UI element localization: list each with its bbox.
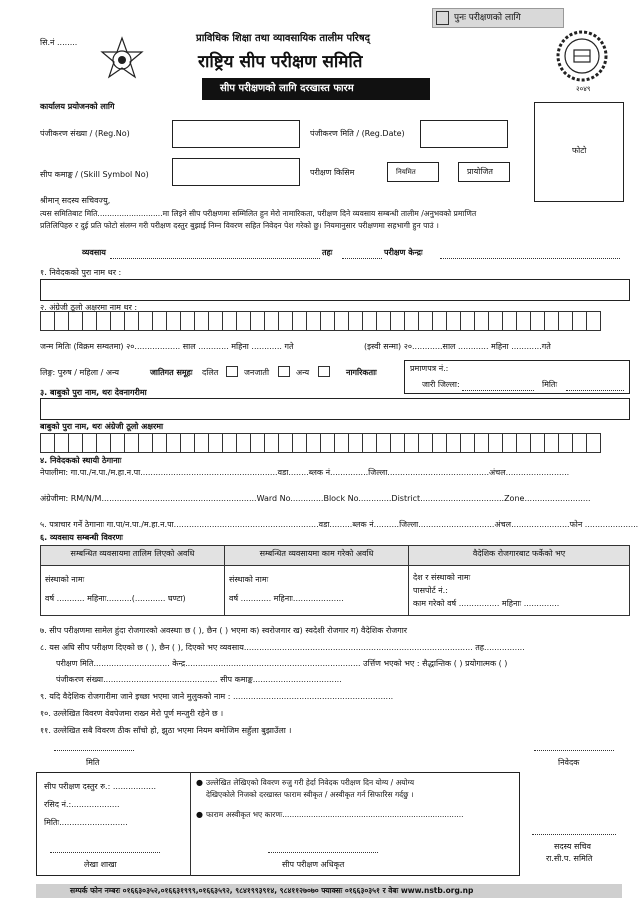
dalit-label: दलित <box>202 368 219 377</box>
foreign-country-label: देश र संस्थाको नामः <box>413 573 471 582</box>
regular-label: नियमित <box>396 168 416 176</box>
training-cell[interactable] <box>41 566 225 616</box>
table-header: सम्बन्धित व्यवसायमा काम गरेको अवधि <box>225 546 409 566</box>
issue-district-line[interactable] <box>462 390 534 391</box>
bullet-icon: ● <box>196 778 203 787</box>
occupation-details-label: ६. व्यवसाय सम्बन्धी विवरणः <box>40 533 123 542</box>
experience-cell[interactable] <box>225 566 409 616</box>
receipt-no: रसिद नं.:................... <box>44 800 120 809</box>
correspondence-address: ५. पत्राचार गर्ने ठेगानाः गा.पा/न.पा./म.हा.न.पा.........................................................वडा.........ब्लक नं..........जिल्ला..............................अंचल.......................फोन ..................... <box>40 520 639 529</box>
applicant-name-field[interactable] <box>40 279 630 301</box>
photo-label: फोटो <box>572 146 587 155</box>
applicant-name-label: १. निवेदकको पुरा नाम थर : <box>40 268 122 277</box>
foreign-destination: ९. यदि वैदेशिक रोजगारीमा जाने इच्छा भएमा जाने मुलुकको नाम : ............................................................... <box>40 692 394 701</box>
other-group-checkbox[interactable] <box>318 366 330 377</box>
skill-symbol-label: सीप कमाङ्क / (Skill Symbol No) <box>40 170 149 179</box>
recommend-line-2: देखिएकोले निजको दरखास्त फाराम स्वीकृत / अस्वीकृत गर्न सिफारिस गर्दछु । <box>206 790 414 799</box>
training-duration: वर्ष ........... महिनाः..........(............ घण्टा) <box>45 594 186 603</box>
council-name: प्राविधिक शिक्षा तथा व्यावसायिक तालीम परिषद् <box>196 33 370 44</box>
level-line[interactable] <box>342 258 382 259</box>
seal-year: २०४९ <box>576 85 591 93</box>
occupation-label: व्यवसाय <box>82 248 106 257</box>
ethnic-group-label: जातिगत समूहः <box>150 368 193 377</box>
father-name-en-label: बाबुको पुरा नाम, थरः अंग्रेजी ठूलो अक्षरमा <box>40 422 164 431</box>
father-name-field[interactable] <box>40 398 630 420</box>
intro-line-1: त्यस समितिबाट मिति...........................मा लिइने सीप परीक्षणमा सम्मिलित हुन मेरो नामारिकता, परीक्षण दिने व्यवसाय सम्बन्धी तालीम /अनुभवको प्रमाणित <box>40 209 477 218</box>
office-use-label: कार्यालय प्रयोजनको लागि <box>40 102 115 111</box>
serial-number: सि.नं ........ <box>40 38 78 47</box>
secretary-sign-line[interactable] <box>532 834 616 835</box>
foreign-duration: काम गरेको वर्ष ................ महिनाः .............. <box>413 599 560 608</box>
janajati-label: जनजाती <box>244 368 270 377</box>
committee-title: राष्ट्रिय सीप परीक्षण समिति <box>198 52 363 72</box>
reg-date-field[interactable] <box>420 120 508 148</box>
officer-sign-line[interactable] <box>268 852 378 853</box>
form-title: सीप परीक्षणको लागि दरखास्त फारम <box>220 83 354 94</box>
training-org-label: संस्थाको नामः <box>45 575 85 584</box>
nepal-emblem-icon <box>98 36 146 84</box>
reg-no-field[interactable] <box>172 120 300 148</box>
webpage-consent: १०. उल्लेखित विवरण वेवपेजमा राख्न मेरो पूर्ण मन्जुरी रहेने छ । <box>40 709 224 718</box>
recommend-line-1: उल्लेखित लेखिएको विवरण रुजु गरी हेर्दा निवेदक परीक्षण दिन योग्य / अयोग्य <box>206 778 415 787</box>
previous-test-details: परीक्षण मिति.............................. केन्द्र..................................................................... उर्त्तिण भएको भए : सैद्धान्तिक ( ) प्रयोगात्मक ( ) <box>56 659 508 668</box>
reapply-label: पुनः परीक्षणको लागि <box>454 13 521 23</box>
salutation: श्रीमान् सदस्य सचिवज्यु, <box>40 196 111 205</box>
secretary-label: सदस्य सचिव <box>554 842 591 851</box>
table-header: सम्बन्धित व्यवसायमा तालिम लिएको अवधि <box>41 546 225 566</box>
experience-org-label: संस्थाको नामः <box>229 575 269 584</box>
reg-no-label: पंजीकरण संख्या / (Reg.No) <box>40 129 130 138</box>
permanent-address-label: ४. निवेदकको स्थायी ठेगानाः <box>40 456 122 465</box>
fee-date: मितिः........................... <box>44 818 128 827</box>
foreign-employment-cell[interactable] <box>409 566 630 616</box>
previous-registration: पंजीकरण संख्या............................................. सीप कमाङ्क................................... <box>56 675 342 684</box>
gender-label: लिङ्ग: पुरुष / महिला / अन्य <box>40 368 120 377</box>
reapply-checkbox[interactable] <box>436 11 449 25</box>
nstb-seal-icon <box>556 30 608 82</box>
test-center-line[interactable] <box>440 258 620 259</box>
applicant-sign-line[interactable] <box>534 750 614 751</box>
nstb-label: रा.सी.प. समिति <box>546 854 593 863</box>
passport-label: पासपोर्ट नं.: <box>413 586 448 595</box>
address-english: अंग्रेजीमा: RM/N/M.............................................................Ward No.............Block No.............District.................................Zone.......................... <box>40 494 591 503</box>
employment-status: ७. सीप परीक्षणमा सामेल हुंदा रोजगारको अवस्थाः छ ( ), छैन ( ) भएमा क) स्वरोजगार ख) स्वदेशी रोजगार ग) वैदेशिक रोजगार <box>40 626 408 635</box>
citizenship-date-label: मितिः <box>542 380 558 389</box>
accounts-label: लेखा शाखा <box>84 860 117 869</box>
dob-ad: (इस्वी सन्मा) २०............साल ............ महिना ............गते <box>364 342 551 351</box>
reg-date-label: पंजीकरण मिति / (Reg.Date) <box>310 129 405 138</box>
rejection-reason: फाराम अस्वीकृत भए कारणः............................................................................ <box>206 810 464 819</box>
dalit-checkbox[interactable] <box>226 366 238 377</box>
intro-line-2: प्रतिलिपिहरु र दुई प्रति फोटो संलग्न गरी परीक्षण दस्तुर बुझाई निम्न विवरण सहित निवेदन पेश गरेको छु। नियमानुसार परीक्षणमा सहभागी हुन पाउं । <box>40 221 439 230</box>
english-name-label: २. अंग्रेजी ठूलो अक्षरमा नाम थर : <box>40 303 138 312</box>
test-type-label: परीक्षण किसिम <box>310 168 355 177</box>
issue-district-label: जारी जिल्ला: <box>422 380 460 389</box>
table-header: वैदेशिक रोजगारबाट फर्केको भए <box>409 546 630 566</box>
citizenship-label: नागरिकताः <box>346 368 377 377</box>
test-fee: सीप परीक्षण दस्तुर रु.: ................. <box>44 782 157 791</box>
dob-bs: जन्म मितिः (विक्रम सम्वतमा) २०.................. साल ............ महिना ............ गते <box>40 342 294 351</box>
skill-symbol-field[interactable] <box>172 158 300 186</box>
other-group-label: अन्य <box>296 368 310 377</box>
citizenship-date-line[interactable] <box>566 390 624 391</box>
contact-info: सम्पर्क फोन नम्बरः ०१६६३०३५२,०१६६३१९९९,०१६६३५९२, ९८४१९९३९१४, ९८४११२७०७० फ्याक्सः ०१६६३०३५१ र वेबः www.nstb.org.np <box>70 886 474 895</box>
accounts-sign-line[interactable] <box>50 852 160 853</box>
experience-duration: वर्ष ............ महिनाः.................... <box>229 594 344 603</box>
practical-label: प्रायोजित <box>467 167 493 176</box>
occupation-table <box>40 545 630 616</box>
father-name-label: ३. बाबुको पुरा नाम, थरः देवनागरीमा <box>40 388 147 397</box>
janajati-checkbox[interactable] <box>278 366 290 377</box>
address-nepali: नेपालीमा: गा.पा./न.पा./म.हा.न.पा......................................................वडा........ब्लक नं...............जिल्ला........................................अंचल......................... <box>40 468 570 477</box>
officer-label: सीप परीक्षण अधिकृत <box>282 860 345 869</box>
previous-test: ८. यस अघि सीप परीक्षण दिएको छ ( ), छैन ( ), दिएको भए व्यवसाय.......................................................................................... तह................ <box>40 643 525 652</box>
verification-divider <box>190 772 191 876</box>
date-sign-label: मिति <box>86 758 100 767</box>
occupation-line[interactable] <box>110 258 320 259</box>
applicant-sign-label: निवेदक <box>558 758 580 767</box>
father-name-en-cells[interactable] <box>40 433 600 453</box>
english-name-cells[interactable] <box>40 311 600 331</box>
date-sign-line[interactable] <box>54 750 134 751</box>
level-label: तहः <box>322 248 333 257</box>
bullet-icon: ● <box>196 810 203 819</box>
cert-no-label: प्रमाणपत्र नं.: <box>410 364 449 373</box>
declaration: ११. उल्लेखित सबै विवरण ठीक साँचो हो, झुठा भएमा नियम बमोजिम सहुँला बुझाउँला । <box>40 726 292 735</box>
test-center-label: परीक्षण केन्द्रः <box>384 248 423 257</box>
